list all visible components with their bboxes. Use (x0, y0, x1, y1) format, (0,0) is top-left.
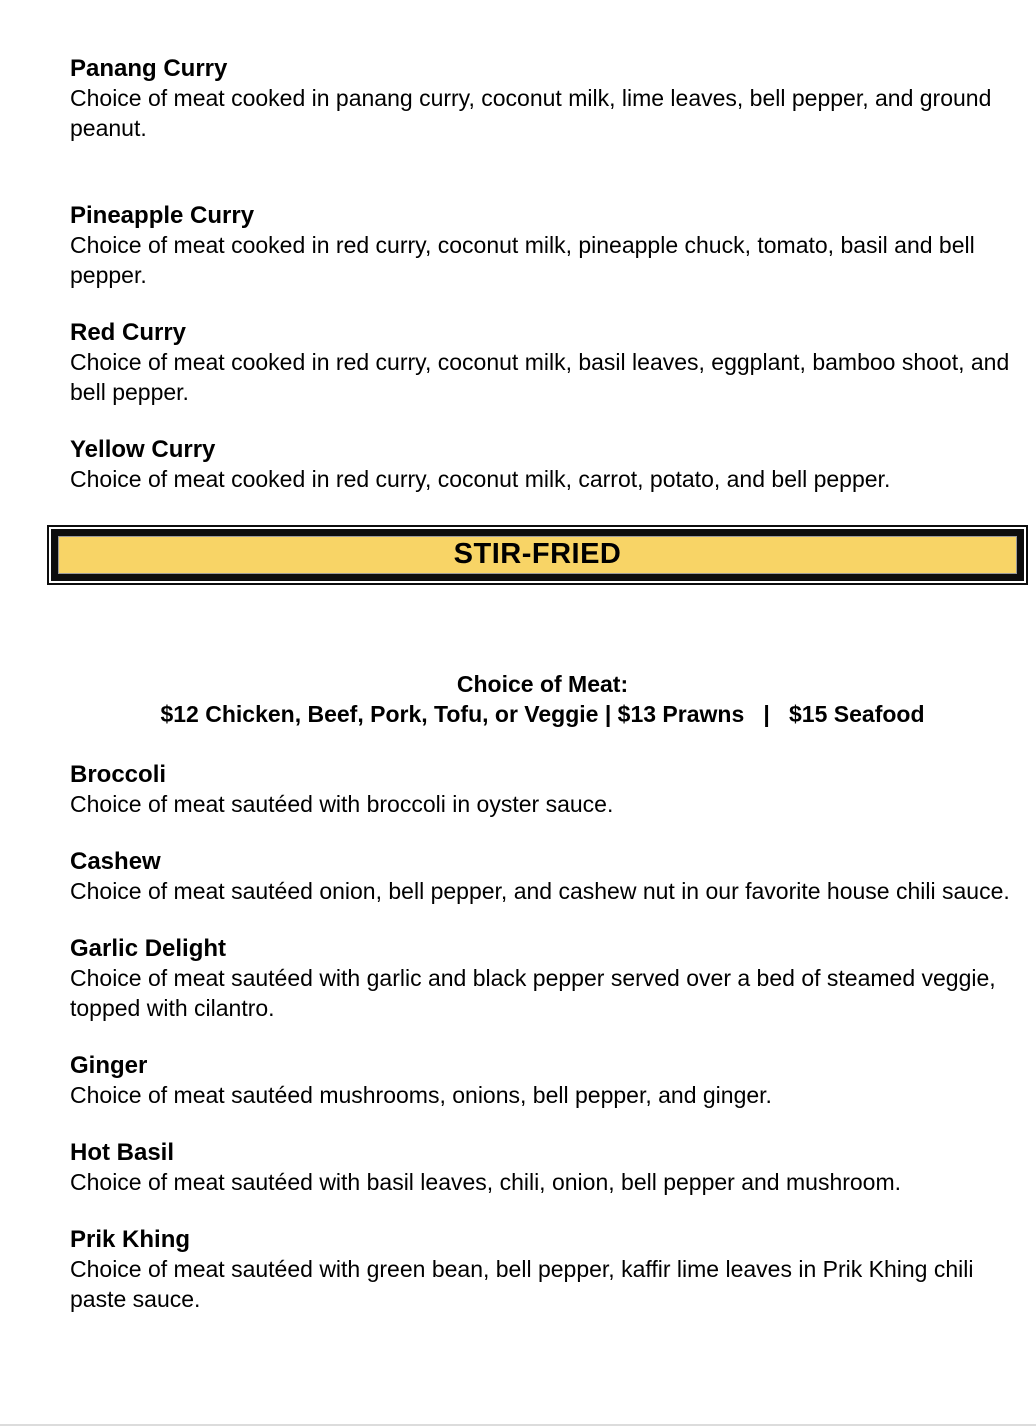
item-name: Ginger (70, 1052, 148, 1079)
choice-of-meat-block (70, 669, 1015, 729)
item-description: Choice of meat sautéed with basil leaves, chili, onion, bell pepper and mushroom. (70, 1169, 902, 1195)
menu-content (0, 0, 1036, 494)
menu-item-broccoli (70, 760, 1015, 819)
menu-item-panang-curry (70, 54, 1015, 143)
price-line: $12 Chicken, Beef, Pork, Tofu, or Veggie | $13 Prawns | $15 Seafood (160, 701, 925, 727)
section-banner-stir-fried (47, 525, 1028, 585)
menu-item-cashew (70, 847, 1015, 906)
menu-item-ginger (70, 1051, 1015, 1110)
item-name: Cashew (70, 848, 161, 875)
item-description: Choice of meat sautéed mushrooms, onions, bell pepper, and ginger. (70, 1082, 772, 1108)
menu-item-red-curry (70, 318, 1015, 407)
item-description: Choice of meat sautéed with green bean, bell pepper, kaffir lime leaves in Prik Khing chili paste sauce. (70, 1256, 974, 1312)
item-name: Yellow Curry (70, 436, 216, 463)
item-description: Choice of meat cooked in red curry, coconut milk, basil leaves, eggplant, bamboo shoot, and bell pepper. (70, 349, 1010, 405)
item-name: Garlic Delight (70, 935, 227, 962)
item-name: Prik Khing (70, 1226, 191, 1253)
item-name: Pineapple Curry (70, 202, 255, 229)
menu-item-garlic-delight (70, 934, 1015, 1023)
item-name: Broccoli (70, 761, 167, 788)
menu-item-hot-basil (70, 1138, 1015, 1197)
stir-fried-content (0, 585, 1036, 1314)
choice-of-meat-heading: Choice of Meat: (456, 671, 629, 697)
menu-item-prik-khing (70, 1225, 1015, 1314)
item-description: Choice of meat cooked in red curry, coconut milk, carrot, potato, and bell pepper. (70, 466, 891, 492)
item-name: Hot Basil (70, 1139, 175, 1166)
menu-item-pineapple-curry (70, 201, 1015, 290)
item-description: Choice of meat sautéed with broccoli in oyster sauce. (70, 791, 614, 817)
section-banner-inner-frame (51, 529, 1024, 581)
item-name: Panang Curry (70, 55, 228, 82)
item-description: Choice of meat sautéed with garlic and black pepper served over a bed of steamed veggie, topped with cilantro. (70, 965, 996, 1021)
item-name: Red Curry (70, 319, 187, 346)
stir-fried-items (70, 760, 1015, 1314)
section-banner-label: STIR-FRIED (58, 536, 1017, 574)
menu-item-yellow-curry (70, 435, 1015, 494)
item-description: Choice of meat cooked in panang curry, coconut milk, lime leaves, bell pepper, and ground peanut. (70, 85, 992, 141)
item-description: Choice of meat cooked in red curry, coconut milk, pineapple chuck, tomato, basil and bell pepper. (70, 232, 975, 288)
item-description: Choice of meat sautéed onion, bell pepper, and cashew nut in our favorite house chili sauce. (70, 878, 1010, 904)
